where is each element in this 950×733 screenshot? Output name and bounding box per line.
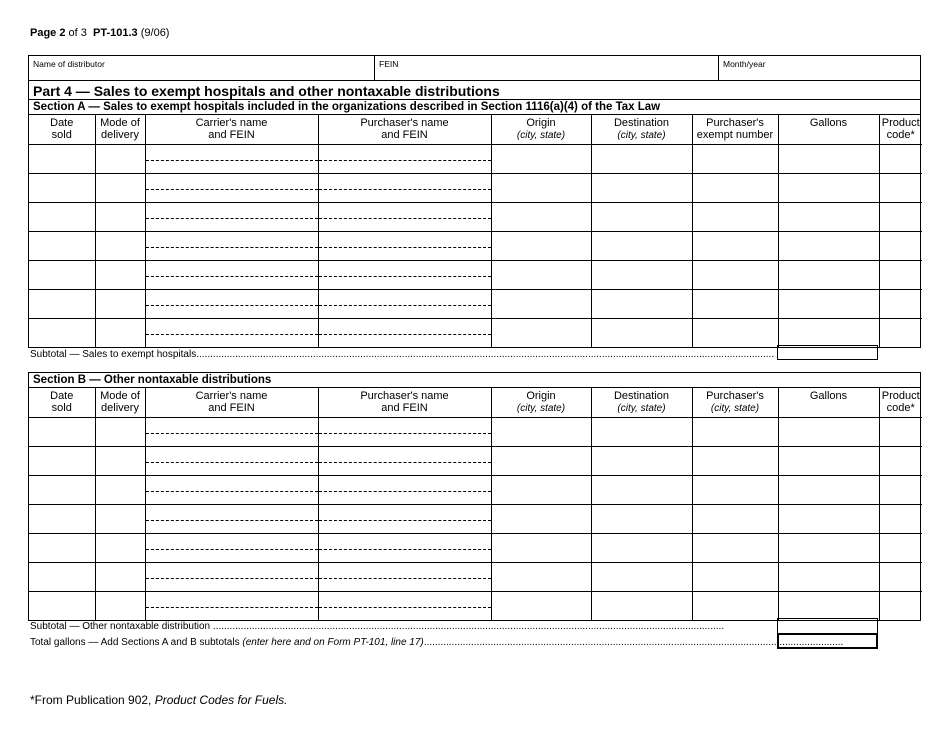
table-row	[29, 144, 922, 173]
origin-cell[interactable]	[491, 260, 591, 289]
mode-delivery-cell[interactable]	[95, 504, 145, 533]
section-b-title: Section B — Other nontaxable distributions	[29, 373, 920, 388]
mode-delivery-cell[interactable]	[95, 260, 145, 289]
col-date-sold: Date sold	[29, 388, 95, 417]
fein-field[interactable]	[375, 56, 719, 80]
col-product-code: Product code*	[879, 115, 922, 144]
date-sold-cell[interactable]	[29, 562, 95, 591]
subtotal-a-label: Subtotal — Sales to exempt hospitals................................................................................................................................................................................................................	[30, 349, 775, 360]
origin-cell[interactable]	[491, 417, 591, 446]
exempt-number-cell[interactable]	[692, 144, 778, 173]
date-sold-cell[interactable]	[29, 504, 95, 533]
product-code-cell[interactable]	[879, 446, 922, 475]
purchaser-cell[interactable]	[318, 231, 491, 260]
product-code-cell[interactable]	[879, 533, 922, 562]
destination-cell[interactable]	[591, 144, 692, 173]
gallons-cell[interactable]	[778, 562, 879, 591]
table-row	[29, 533, 922, 562]
col-gallons: Gallons	[778, 115, 879, 144]
date-sold-cell[interactable]	[29, 446, 95, 475]
product-code-cell[interactable]	[879, 318, 922, 347]
product-code-cell[interactable]	[879, 231, 922, 260]
exempt-number-cell[interactable]	[692, 260, 778, 289]
exempt-number-cell[interactable]	[692, 504, 778, 533]
product-code-cell[interactable]	[879, 562, 922, 591]
date-sold-cell[interactable]	[29, 173, 95, 202]
product-code-cell[interactable]	[879, 591, 922, 620]
footnote: *From Publication 902, Product Codes for Fuels.	[30, 693, 288, 707]
mode-delivery-cell[interactable]	[95, 591, 145, 620]
subtotal-a-box[interactable]	[777, 345, 878, 360]
gallons-cell[interactable]	[778, 173, 879, 202]
part4-title: Part 4 — Sales to exempt hospitals and other nontaxable distributions	[29, 81, 920, 100]
col-purchaser-city: Purchaser's (city, state)	[692, 388, 778, 417]
date-sold-cell[interactable]	[29, 318, 95, 347]
carrier-cell[interactable]	[145, 417, 318, 446]
destination-cell[interactable]	[591, 202, 692, 231]
carrier-cell[interactable]	[145, 533, 318, 562]
origin-cell[interactable]	[491, 562, 591, 591]
table-row	[29, 475, 922, 504]
table-row	[29, 289, 922, 318]
exempt-number-cell[interactable]	[692, 562, 778, 591]
col-date-sold: Date sold	[29, 115, 95, 144]
purchaser-cell[interactable]	[318, 446, 491, 475]
col-carrier: Carrier's name and FEIN	[145, 115, 318, 144]
carrier-cell[interactable]	[145, 173, 318, 202]
mode-delivery-cell[interactable]	[95, 562, 145, 591]
table-row	[29, 173, 922, 202]
destination-cell[interactable]	[591, 318, 692, 347]
exempt-number-cell[interactable]	[692, 231, 778, 260]
table-row	[29, 202, 922, 231]
gallons-cell[interactable]	[778, 318, 879, 347]
product-code-cell[interactable]	[879, 260, 922, 289]
mode-delivery-cell[interactable]	[95, 318, 145, 347]
table-row	[29, 446, 922, 475]
section-a-header-row	[29, 115, 922, 144]
destination-cell[interactable]	[591, 562, 692, 591]
section-b-table	[29, 388, 922, 620]
part4-section-a-box	[28, 55, 921, 348]
mode-delivery-cell[interactable]	[95, 533, 145, 562]
purchaser-cell[interactable]	[318, 562, 491, 591]
section-b-box	[28, 372, 921, 621]
origin-cell[interactable]	[491, 504, 591, 533]
page-word: Page	[30, 27, 57, 39]
purchaser-cell[interactable]	[318, 260, 491, 289]
origin-cell[interactable]	[491, 202, 591, 231]
gallons-cell[interactable]	[778, 144, 879, 173]
gallons-cell[interactable]	[778, 475, 879, 504]
purchaser-cell[interactable]	[318, 202, 491, 231]
distributor-name-field[interactable]	[29, 56, 375, 80]
date-sold-cell[interactable]	[29, 289, 95, 318]
date-sold-cell[interactable]	[29, 260, 95, 289]
purchaser-cell[interactable]	[318, 533, 491, 562]
carrier-cell[interactable]	[145, 260, 318, 289]
exempt-number-cell[interactable]	[692, 173, 778, 202]
destination-cell[interactable]	[591, 475, 692, 504]
mode-delivery-cell[interactable]	[95, 202, 145, 231]
col-gallons: Gallons	[778, 388, 879, 417]
gallons-cell[interactable]	[778, 591, 879, 620]
date-sold-cell[interactable]	[29, 475, 95, 504]
product-code-cell[interactable]	[879, 173, 922, 202]
destination-cell[interactable]	[591, 231, 692, 260]
destination-cell[interactable]	[591, 417, 692, 446]
col-purchaser: Purchaser's name and FEIN	[318, 115, 491, 144]
table-row	[29, 417, 922, 446]
month-year-label: Month/year	[723, 59, 766, 69]
carrier-cell[interactable]	[145, 318, 318, 347]
page-number: 2	[59, 27, 66, 39]
exempt-number-cell[interactable]	[692, 591, 778, 620]
gallons-cell[interactable]	[778, 260, 879, 289]
destination-cell[interactable]	[591, 260, 692, 289]
page-header	[30, 27, 169, 39]
destination-cell[interactable]	[591, 591, 692, 620]
table-row	[29, 231, 922, 260]
carrier-cell[interactable]	[145, 231, 318, 260]
carrier-cell[interactable]	[145, 562, 318, 591]
mode-delivery-cell[interactable]	[95, 417, 145, 446]
purchaser-cell[interactable]	[318, 173, 491, 202]
col-destination: Destination (city, state)	[591, 115, 692, 144]
section-a-table	[29, 115, 922, 347]
date-sold-cell[interactable]	[29, 231, 95, 260]
product-code-cell[interactable]	[879, 504, 922, 533]
col-carrier: Carrier's name and FEIN	[145, 388, 318, 417]
exempt-number-cell[interactable]	[692, 289, 778, 318]
origin-cell[interactable]	[491, 446, 591, 475]
gallons-cell[interactable]	[778, 289, 879, 318]
date-sold-cell[interactable]	[29, 202, 95, 231]
fein-label: FEIN	[379, 59, 399, 69]
purchaser-cell[interactable]	[318, 144, 491, 173]
subtotal-b-label: Subtotal — Other nontaxable distribution ........................................................................................................................................................................................	[30, 621, 725, 632]
exempt-number-cell[interactable]	[692, 475, 778, 504]
month-year-field[interactable]	[719, 56, 920, 80]
form-id: PT-101.3	[93, 27, 138, 39]
subtotal-b-box[interactable]	[777, 618, 878, 634]
product-code-cell[interactable]	[879, 289, 922, 318]
origin-cell[interactable]	[491, 475, 591, 504]
origin-cell[interactable]	[491, 318, 591, 347]
date-sold-cell[interactable]	[29, 533, 95, 562]
purchaser-cell[interactable]	[318, 504, 491, 533]
product-code-cell[interactable]	[879, 144, 922, 173]
mode-delivery-cell[interactable]	[95, 173, 145, 202]
date-sold-cell[interactable]	[29, 591, 95, 620]
gallons-cell[interactable]	[778, 446, 879, 475]
carrier-cell[interactable]	[145, 446, 318, 475]
purchaser-cell[interactable]	[318, 289, 491, 318]
destination-cell[interactable]	[591, 173, 692, 202]
origin-cell[interactable]	[491, 591, 591, 620]
gallons-cell[interactable]	[778, 417, 879, 446]
col-product-code: Product code*	[879, 388, 922, 417]
mode-delivery-cell[interactable]	[95, 446, 145, 475]
mode-delivery-cell[interactable]	[95, 144, 145, 173]
carrier-cell[interactable]	[145, 144, 318, 173]
exempt-number-cell[interactable]	[692, 202, 778, 231]
col-destination: Destination (city, state)	[591, 388, 692, 417]
carrier-cell[interactable]	[145, 504, 318, 533]
gallons-cell[interactable]	[778, 504, 879, 533]
date-sold-cell[interactable]	[29, 144, 95, 173]
col-origin: Origin (city, state)	[491, 388, 591, 417]
section-b-header-row	[29, 388, 922, 417]
table-row	[29, 591, 922, 620]
destination-cell[interactable]	[591, 504, 692, 533]
destination-cell[interactable]	[591, 289, 692, 318]
carrier-cell[interactable]	[145, 591, 318, 620]
origin-cell[interactable]	[491, 173, 591, 202]
gallons-cell[interactable]	[778, 533, 879, 562]
col-exempt-number: Purchaser's exempt number	[692, 115, 778, 144]
gallons-cell[interactable]	[778, 231, 879, 260]
col-origin: Origin (city, state)	[491, 115, 591, 144]
total-gallons-box[interactable]	[777, 633, 878, 649]
mode-delivery-cell[interactable]	[95, 475, 145, 504]
exempt-number-cell[interactable]	[692, 417, 778, 446]
table-row	[29, 504, 922, 533]
purchaser-cell[interactable]	[318, 318, 491, 347]
product-code-cell[interactable]	[879, 417, 922, 446]
total-gallons-label: Total gallons — Add Sections A and B subtotals (enter here and on Form PT-101, line 17).......................................................................................................................................................	[30, 637, 844, 648]
origin-cell[interactable]	[491, 144, 591, 173]
table-row	[29, 562, 922, 591]
col-mode-delivery: Mode of delivery	[95, 388, 145, 417]
date-sold-cell[interactable]	[29, 417, 95, 446]
exempt-number-cell[interactable]	[692, 318, 778, 347]
carrier-cell[interactable]	[145, 202, 318, 231]
col-mode-delivery: Mode of delivery	[95, 115, 145, 144]
exempt-number-cell[interactable]	[692, 446, 778, 475]
purchaser-cell[interactable]	[318, 475, 491, 504]
destination-cell[interactable]	[591, 533, 692, 562]
product-code-cell[interactable]	[879, 475, 922, 504]
section-a-title: Section A — Sales to exempt hospitals included in the organizations described in Section 1116(a)(4) of the Tax Law	[29, 100, 920, 115]
purchaser-cell[interactable]	[318, 417, 491, 446]
exempt-number-cell[interactable]	[692, 533, 778, 562]
carrier-cell[interactable]	[145, 289, 318, 318]
origin-cell[interactable]	[491, 231, 591, 260]
distributor-fields	[29, 56, 920, 81]
mode-delivery-cell[interactable]	[95, 231, 145, 260]
table-row	[29, 318, 922, 347]
purchaser-cell[interactable]	[318, 591, 491, 620]
origin-cell[interactable]	[491, 533, 591, 562]
origin-cell[interactable]	[491, 289, 591, 318]
destination-cell[interactable]	[591, 446, 692, 475]
col-purchaser: Purchaser's name and FEIN	[318, 388, 491, 417]
page-of: of 3	[68, 27, 87, 39]
distributor-name-label: Name of distributor	[33, 59, 105, 69]
form-date: (9/06)	[140, 27, 170, 39]
gallons-cell[interactable]	[778, 202, 879, 231]
product-code-cell[interactable]	[879, 202, 922, 231]
table-row	[29, 260, 922, 289]
carrier-cell[interactable]	[145, 475, 318, 504]
mode-delivery-cell[interactable]	[95, 289, 145, 318]
